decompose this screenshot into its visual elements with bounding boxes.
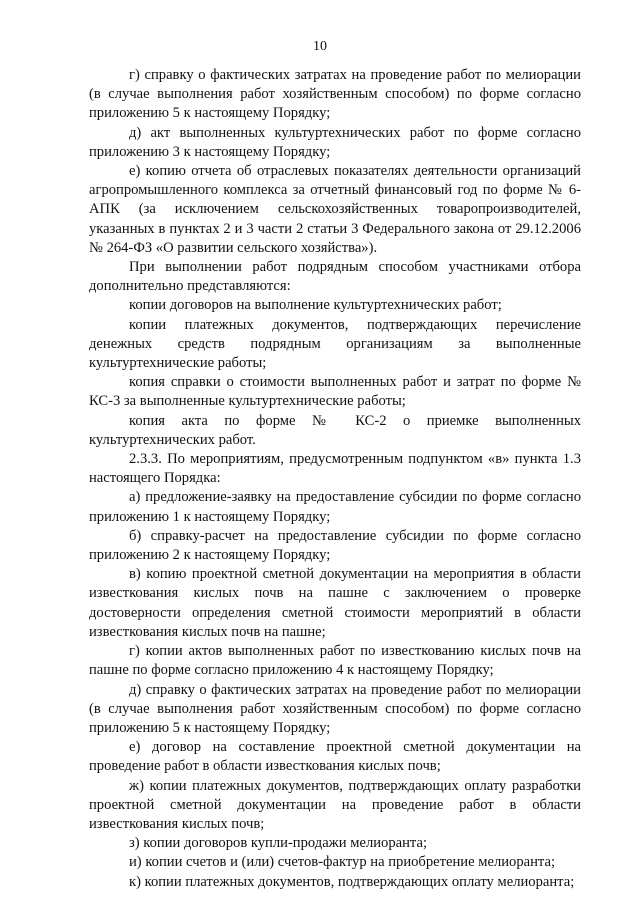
paragraph: д) акт выполненных культуртехнических работ по форме согласно приложению 3 к настоящему Порядку; (89, 124, 581, 160)
paragraph: копии платежных документов, подтверждающих перечисление денежных средств подрядным организациям за выполненные культуртехнические работы; (89, 316, 581, 372)
paragraph: а) предложение-заявку на предоставление субсидии по форме согласно приложению 1 к настоящему Порядку; (89, 489, 581, 525)
paragraph: з) копии договоров купли-продажи мелиоранта; (129, 835, 428, 852)
document-body (89, 66, 581, 892)
paragraph: в) копию проектной сметной документации на мероприятия в области известкования кислых почв на пашне с заключением о проверке достоверности определения сметной стоимости мероприятий в области известкования кислых почв на пашне; (89, 566, 581, 640)
paragraph: 2.3.3. По мероприятиям, предусмотренным подпунктом «в» пункта 1.3 настоящего Порядка: (89, 451, 581, 487)
paragraph: г) копии актов выполненных работ по известкованию кислых почв на пашне по форме согласно приложению 4 к настоящему Порядку; (89, 643, 581, 679)
paragraph: При выполнении работ подрядным способом участниками отбора дополнительно представляются: (89, 259, 581, 295)
paragraph: б) справку-расчет на предоставление субсидии по форме согласно приложению 2 к настоящему Порядку; (89, 527, 581, 564)
paragraph: г) справку о фактических затратах на проведение работ по мелиорации (в случае выполнения работ хозяйственным способом) по форме согласно приложению 5 к настоящему Порядку; (89, 67, 581, 122)
paragraph: к) копии платежных документов, подтверждающих оплату мелиоранта; (129, 873, 575, 890)
page-number: 10 (313, 39, 327, 54)
paragraph: копия акта по форме № КС-2 о приемке выполненных культуртехнических работ. (89, 412, 581, 448)
paragraph: копия справки о стоимости выполненных работ и затрат по форме № КС-3 за выполненные культуртехнические работы; (89, 374, 581, 410)
paragraph: и) копии счетов и (или) счетов-фактур на приобретение мелиоранта; (129, 854, 556, 871)
paragraph: е) копию отчета об отраслевых показателях деятельности организаций агропромышленного комплекса за отчетный финансовый год по форме № 6-АПК (за исключением сельскохозяйственных товаропроизводителей, указанных в пунктах 2 и 3 части 2 статьи 3 Федерального закона от 29.12.2006 № 264-ФЗ «О развитии сельского хозяйства»). (89, 163, 581, 256)
paragraph: копии договоров на выполнение культуртехнических работ; (129, 297, 502, 314)
paragraph: ж) копии платежных документов, подтверждающих оплату разработки проектной сметной документации на проведение работ в области известкования кислых почв; (89, 777, 581, 832)
paragraph: д) справку о фактических затратах на проведение работ по мелиорации (в случае выполнения работ хозяйственным способом) по форме согласно приложению 5 к настоящему Порядку; (89, 681, 581, 736)
paragraph: е) договор на составление проектной сметной документации на проведение работ в области известкования кислых почв; (89, 739, 581, 775)
